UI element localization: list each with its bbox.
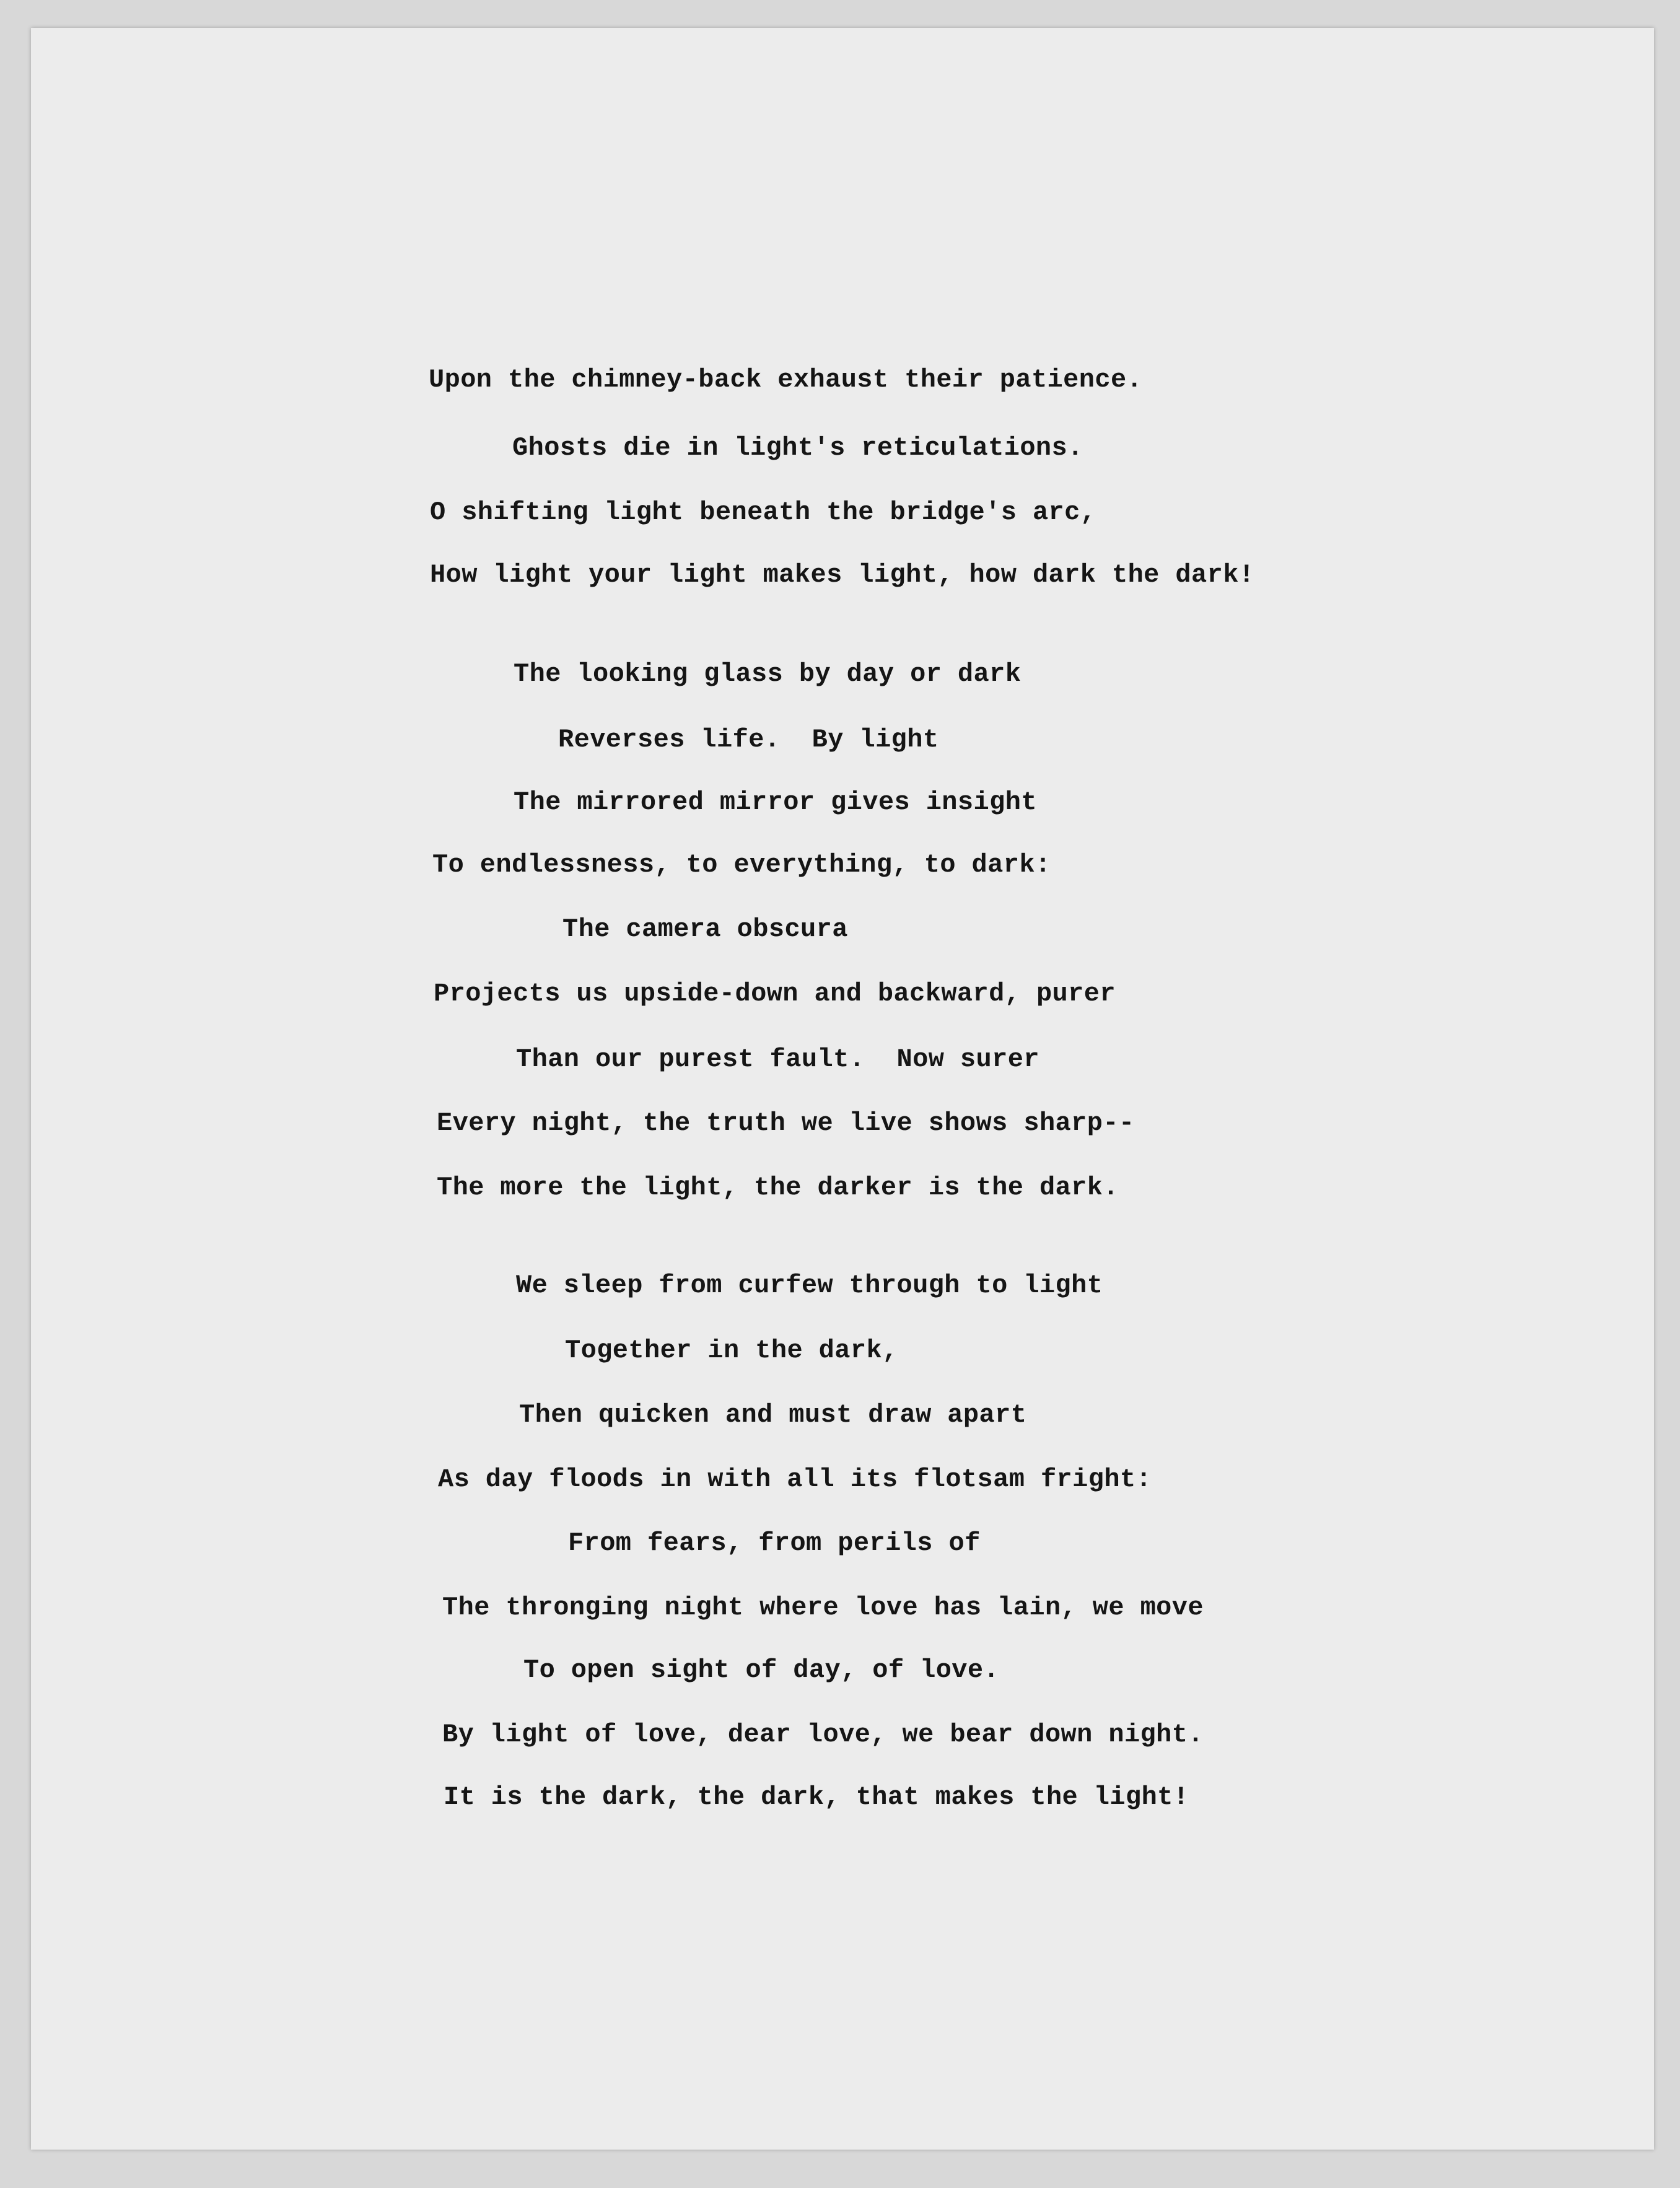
poem-line: Every night, the truth we live shows sharp--: [437, 1108, 1135, 1138]
poem-line: As day floods in with all its flotsam fright:: [438, 1464, 1152, 1494]
poem-line: By light of love, dear love, we bear down night.: [442, 1720, 1204, 1749]
poem-line: O shifting light beneath the bridge's arc,: [430, 497, 1096, 527]
poem-line: We sleep from curfew through to light: [516, 1271, 1103, 1300]
poem-line: Than our purest fault. Now surer: [516, 1044, 1039, 1074]
poem-line: The looking glass by day or dark: [514, 659, 1022, 689]
poem-line: It is the dark, the dark, that makes the light!: [444, 1782, 1189, 1812]
poem-line: Reverses life. By light: [558, 725, 939, 755]
poem-line: The camera obscura: [562, 914, 848, 944]
poem-line: Ghosts die in light's reticulations.: [512, 433, 1083, 463]
poem-line: Projects us upside-down and backward, purer: [434, 979, 1116, 1009]
poem-line: The mirrored mirror gives insight: [514, 787, 1037, 817]
poem-line: How light your light makes light, how dark the dark!: [430, 560, 1255, 590]
poem-line: Upon the chimney-back exhaust their patience.: [429, 365, 1143, 395]
typewritten-page: [31, 28, 1654, 2150]
poem-line: Then quicken and must draw apart: [519, 1400, 1027, 1430]
poem-line: From fears, from perils of: [568, 1528, 981, 1558]
poem-line: To open sight of day, of love.: [523, 1655, 1000, 1685]
poem-line: The thronging night where love has lain, we move: [442, 1593, 1204, 1622]
poem-line: Together in the dark,: [565, 1336, 898, 1365]
poem-line: To endlessness, to everything, to dark:: [432, 850, 1051, 880]
poem-line: The more the light, the darker is the dark.: [437, 1173, 1119, 1202]
